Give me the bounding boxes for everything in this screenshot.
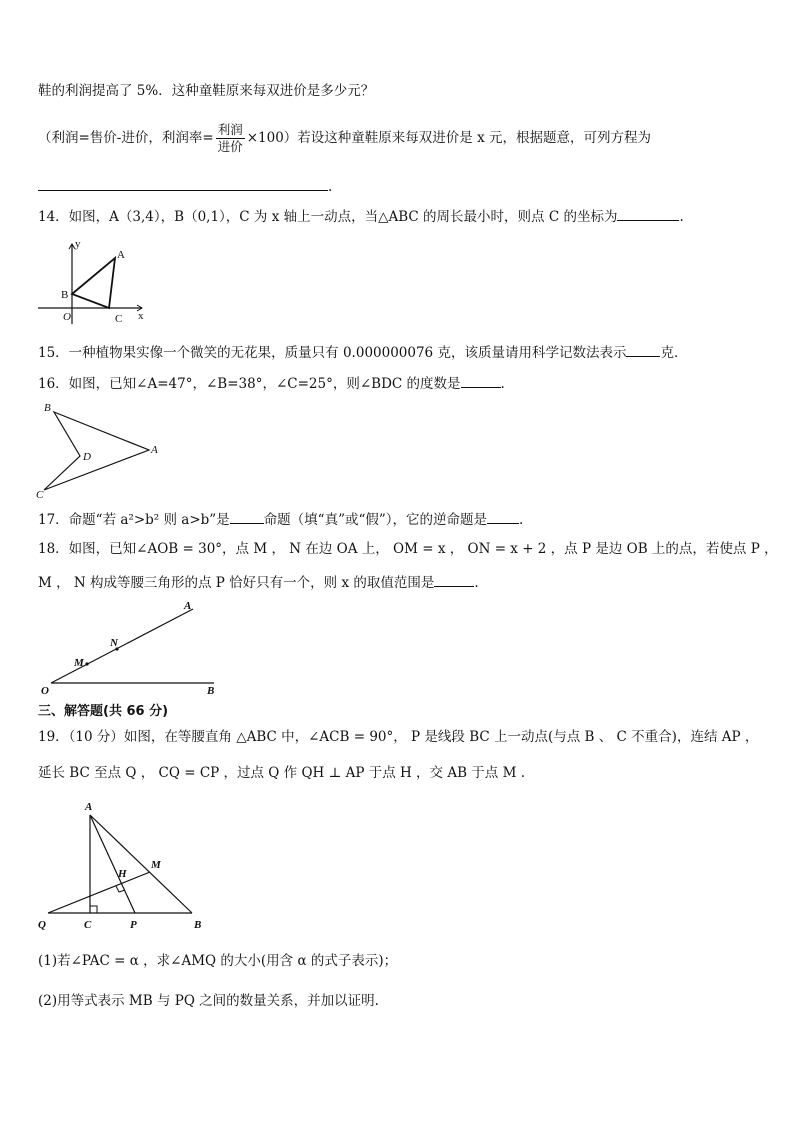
q19-label-p: P xyxy=(130,919,137,931)
concave-quadrilateral xyxy=(44,412,149,490)
q16-text xyxy=(38,373,505,393)
profit-rate-fraction xyxy=(216,122,245,155)
q16-label-a: A xyxy=(151,444,158,456)
q13-end-mark: . xyxy=(328,179,333,195)
q17-end-mark: . xyxy=(519,512,524,528)
q14-label-c: C xyxy=(115,313,123,325)
q19-sub1: (1)若∠PAC = α ，求∠AMQ 的大小(用含 α 的式子表示)； xyxy=(38,953,398,969)
q14-label-a: A xyxy=(117,249,125,261)
q14-label-y: y xyxy=(75,238,81,250)
q15-answer-blank[interactable] xyxy=(626,342,660,357)
q13-hint xyxy=(38,122,651,155)
q18-answer-blank[interactable] xyxy=(434,572,474,587)
q14-figure xyxy=(38,236,158,331)
q14-label-x: x xyxy=(138,310,144,322)
q18-label-o: O xyxy=(41,685,49,697)
q19-label-h: H xyxy=(118,868,127,880)
q17-text xyxy=(38,509,523,529)
q16-answer-blank[interactable] xyxy=(461,373,501,388)
q19-label-b: B xyxy=(194,919,202,931)
q19-label-c: C xyxy=(84,919,92,931)
q18-end-mark: . xyxy=(474,575,479,591)
q19-line2: 延长 BC 至点 Q ， CQ = CP ，过点 Q 作 QH ⊥ AP 于点 H ，交 AB 于点 M . xyxy=(38,765,526,781)
q14-label-o: O xyxy=(63,311,71,323)
q13-line1: 鞋的利润提高了 5%．这种童鞋原来每双进价是多少元？ xyxy=(38,83,375,99)
q18-label-m: M xyxy=(74,657,84,669)
q13-hint-prefix: （利润=售价-进价，利润率= xyxy=(38,130,214,146)
segment-ap xyxy=(90,815,135,913)
q18-label-a: A xyxy=(184,600,192,612)
q18-line2-text: M ， N 构成等腰三角形的点 P 恰好只有一个，则 x 的取值范围是 xyxy=(38,575,435,591)
q16-stem: 16．如图，已知∠A=47°，∠B=38°，∠C=25°，则∠BDC 的度数是 xyxy=(38,376,461,392)
point-m xyxy=(85,662,88,665)
q19-sub2: (2)用等式表示 MB 与 PQ 之间的数量关系，并加以证明. xyxy=(38,993,379,1009)
q17-middle: 命题（填“真”或“假”），它的逆命题是 xyxy=(263,512,488,528)
fraction-denominator: 进价 xyxy=(217,139,243,154)
right-angle-c xyxy=(90,906,97,913)
q14-stem: 14．如图，A（3,4），B（0,1），C 为 x 轴上一动点，当△ABC 的周长最小时，则点 C 的坐标为 xyxy=(38,209,618,225)
q18-figure xyxy=(38,598,228,696)
section-title: 三、解答题(共 66 分) xyxy=(38,704,169,719)
q14-label-b: B xyxy=(61,289,69,301)
segment-qm xyxy=(48,872,150,913)
q18-line2 xyxy=(38,572,479,592)
segment-ab xyxy=(90,815,192,913)
q17-answer-blank-1[interactable] xyxy=(230,509,264,524)
q19-label-a: A xyxy=(85,801,93,813)
q17-stem: 17．命题“若 a²>b² 则 a>b”是 xyxy=(38,512,230,528)
q15-text xyxy=(38,342,687,362)
q15-stem: 15．一种植物果实像一个微笑的无花果，质量只有 0.000000076 克，该质量请用科学记数法表示 xyxy=(38,345,627,361)
triangle-abc xyxy=(72,258,115,308)
q18-label-b: B xyxy=(207,685,215,697)
q19-label-q: Q xyxy=(38,919,46,931)
q13-answer-line xyxy=(38,176,332,196)
q16-label-b: B xyxy=(44,402,51,414)
q16-end-mark: . xyxy=(500,376,505,392)
ray-oa xyxy=(51,609,193,683)
q16-label-c: C xyxy=(36,489,44,501)
q17-answer-blank-2[interactable] xyxy=(487,509,519,524)
q14-text xyxy=(38,206,684,226)
fraction-numerator: 利润 xyxy=(217,122,243,137)
q15-tail: 克． xyxy=(660,345,688,361)
q13-answer-blank[interactable] xyxy=(38,176,328,191)
q14-answer-blank[interactable] xyxy=(617,206,679,221)
q19-figure xyxy=(34,798,214,934)
q16-label-d: D xyxy=(83,451,91,463)
q16-figure xyxy=(36,398,176,500)
q18-line1: 18．如图，已知∠AOB = 30°，点 M ， N 在边 OA 上， OM = x ， ON = x + 2 ，点 P 是边 OB 上的点，若使点 P ， xyxy=(38,541,778,557)
q14-end-mark: . xyxy=(679,209,684,225)
q18-label-n: N xyxy=(110,637,118,649)
q19-label-m: M xyxy=(151,859,161,871)
q19-line1: 19．（10 分）如图，在等腰直角 △ABC 中，∠ACB = 90°， P 是线段 BC 上一动点(与点 B 、 C 不重合)，连结 AP ， xyxy=(38,729,759,745)
q13-hint-suffix: ×100）若设这种童鞋原来每双进价是 x 元，根据题意，可列方程为 xyxy=(246,130,651,146)
